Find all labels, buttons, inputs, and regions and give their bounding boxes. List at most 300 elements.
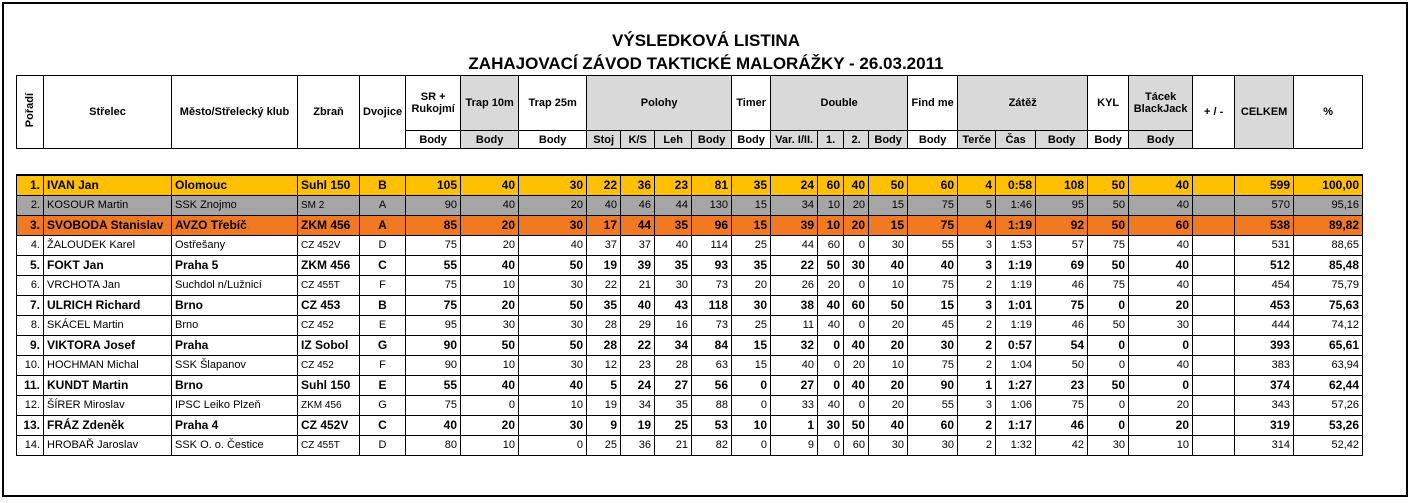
cell-pol: 114 bbox=[692, 235, 732, 255]
header-poradi: Pořadí bbox=[17, 76, 44, 149]
cell-pair: E bbox=[360, 315, 406, 335]
cell-rank: 14. bbox=[17, 435, 44, 455]
cell-weapon: CZ 452V bbox=[298, 235, 360, 255]
cell-pct: 75,63 bbox=[1294, 295, 1363, 315]
subheader-cell: Leh bbox=[655, 131, 692, 149]
cell-sr: 55 bbox=[406, 375, 461, 395]
cell-cas: 1:19 bbox=[996, 255, 1036, 275]
cell-pct: 89,82 bbox=[1294, 215, 1363, 235]
cell-t25: 30 bbox=[519, 275, 587, 295]
cell-sr: 95 bbox=[406, 315, 461, 335]
cell-d1: 10 bbox=[818, 195, 844, 215]
cell-dbl: 15 bbox=[869, 215, 908, 235]
cell-t10: 10 bbox=[461, 355, 519, 375]
cell-terce: 3 bbox=[958, 235, 996, 255]
subheader-cell: Body bbox=[732, 131, 771, 149]
cell-total: 454 bbox=[1235, 275, 1294, 295]
cell-ks: 23 bbox=[621, 355, 655, 375]
cell-cas: 1:27 bbox=[996, 375, 1036, 395]
cell-total: 319 bbox=[1235, 415, 1294, 435]
cell-t25: 30 bbox=[519, 175, 587, 195]
cell-terce: 2 bbox=[958, 415, 996, 435]
cell-dbl: 20 bbox=[869, 395, 908, 415]
cell-timer: 15 bbox=[732, 215, 771, 235]
cell-find: 45 bbox=[908, 315, 958, 335]
cell-sr: 90 bbox=[406, 195, 461, 215]
cell-timer: 25 bbox=[732, 315, 771, 335]
cell-kyl: 50 bbox=[1088, 375, 1129, 395]
header-kyl: KYL bbox=[1088, 76, 1129, 131]
cell-name: SVOBODA Stanislav bbox=[44, 215, 172, 235]
cell-pct: 53,26 bbox=[1294, 415, 1363, 435]
cell-name: ŽALOUDEK Karel bbox=[44, 235, 172, 255]
cell-terce: 3 bbox=[958, 295, 996, 315]
cell-d2: 40 bbox=[844, 335, 869, 355]
cell-cas: 1:19 bbox=[996, 315, 1036, 335]
cell-t25: 30 bbox=[519, 315, 587, 335]
cell-club: Suchdol n/Lužnicí bbox=[172, 275, 298, 295]
cell-pair: B bbox=[360, 295, 406, 315]
cell-pm bbox=[1193, 435, 1235, 455]
cell-leh: 35 bbox=[655, 395, 692, 415]
cell-pair: C bbox=[360, 255, 406, 275]
cell-d1: 10 bbox=[818, 215, 844, 235]
cell-zat: 46 bbox=[1036, 275, 1088, 295]
cell-zat: 23 bbox=[1036, 375, 1088, 395]
cell-club: Olomouc bbox=[172, 175, 298, 195]
cell-find: 90 bbox=[908, 375, 958, 395]
cell-club: SSK Znojmo bbox=[172, 195, 298, 215]
cell-t25: 20 bbox=[519, 195, 587, 215]
subheader-cell: 1. bbox=[818, 131, 844, 149]
table-row bbox=[17, 355, 1363, 375]
cell-tacek: 40 bbox=[1129, 195, 1193, 215]
cell-sr: 75 bbox=[406, 275, 461, 295]
table-row bbox=[17, 235, 1363, 255]
cell-leh: 44 bbox=[655, 195, 692, 215]
cell-name: HOCHMAN Michal bbox=[44, 355, 172, 375]
cell-d2: 20 bbox=[844, 195, 869, 215]
cell-ks: 36 bbox=[621, 435, 655, 455]
cell-t25: 30 bbox=[519, 215, 587, 235]
cell-pol: 63 bbox=[692, 355, 732, 375]
subheader-cell: Stoj bbox=[587, 131, 621, 149]
header-sr-rukojmi: SR + Rukojmí bbox=[406, 76, 461, 131]
cell-kyl: 0 bbox=[1088, 395, 1129, 415]
document-title: VÝSLEDKOVÁ LISTINA bbox=[612, 31, 800, 50]
cell-rank: 11. bbox=[17, 375, 44, 395]
cell-club: Brno bbox=[172, 295, 298, 315]
cell-name: IVAN Jan bbox=[44, 175, 172, 195]
cell-d1: 20 bbox=[818, 275, 844, 295]
cell-pol: 73 bbox=[692, 275, 732, 295]
cell-t25: 40 bbox=[519, 375, 587, 395]
cell-pol: 56 bbox=[692, 375, 732, 395]
cell-t25: 40 bbox=[519, 235, 587, 255]
cell-zat: 92 bbox=[1036, 215, 1088, 235]
cell-tacek: 10 bbox=[1129, 435, 1193, 455]
cell-sr: 80 bbox=[406, 435, 461, 455]
cell-name: FRÁZ Zdeněk bbox=[44, 415, 172, 435]
cell-club: AVZO Třebíč bbox=[172, 215, 298, 235]
cell-tacek: 20 bbox=[1129, 295, 1193, 315]
cell-cas: 1:01 bbox=[996, 295, 1036, 315]
cell-weapon: Suhl 150 bbox=[298, 175, 360, 195]
cell-dbl: 20 bbox=[869, 315, 908, 335]
cell-ks: 21 bbox=[621, 275, 655, 295]
cell-rank: 9. bbox=[17, 335, 44, 355]
cell-rank: 3. bbox=[17, 215, 44, 235]
cell-find: 15 bbox=[908, 295, 958, 315]
subheader-cell: Var. I/II. bbox=[771, 131, 818, 149]
cell-stoj: 35 bbox=[587, 295, 621, 315]
cell-var: 1 bbox=[771, 415, 818, 435]
cell-ks: 24 bbox=[621, 375, 655, 395]
cell-dbl: 50 bbox=[869, 295, 908, 315]
cell-find: 30 bbox=[908, 435, 958, 455]
cell-timer: 20 bbox=[732, 275, 771, 295]
cell-t25: 50 bbox=[519, 295, 587, 315]
cell-zat: 69 bbox=[1036, 255, 1088, 275]
cell-rank: 4. bbox=[17, 235, 44, 255]
cell-sr: 90 bbox=[406, 335, 461, 355]
cell-find: 75 bbox=[908, 195, 958, 215]
header-trap10: Trap 10m bbox=[461, 76, 519, 131]
cell-zat: 46 bbox=[1036, 415, 1088, 435]
cell-stoj: 37 bbox=[587, 235, 621, 255]
cell-var: 24 bbox=[771, 175, 818, 195]
cell-zat: 46 bbox=[1036, 315, 1088, 335]
cell-dbl: 15 bbox=[869, 195, 908, 215]
cell-pct: 62,44 bbox=[1294, 375, 1363, 395]
cell-tacek: 40 bbox=[1129, 255, 1193, 275]
cell-leh: 34 bbox=[655, 335, 692, 355]
cell-timer: 0 bbox=[732, 435, 771, 455]
cell-name: HROBAŘ Jaroslav bbox=[44, 435, 172, 455]
cell-t10: 40 bbox=[461, 375, 519, 395]
cell-pm bbox=[1193, 395, 1235, 415]
cell-pm bbox=[1193, 195, 1235, 215]
table-row bbox=[17, 215, 1363, 235]
cell-d1: 0 bbox=[818, 355, 844, 375]
cell-cas: 1:46 bbox=[996, 195, 1036, 215]
cell-total: 512 bbox=[1235, 255, 1294, 275]
subheader-cell: Body bbox=[461, 131, 519, 149]
cell-t10: 10 bbox=[461, 275, 519, 295]
header-celkem: CELKEM bbox=[1235, 76, 1294, 149]
cell-timer: 10 bbox=[732, 415, 771, 435]
cell-name: ULRICH Richard bbox=[44, 295, 172, 315]
cell-pol: 88 bbox=[692, 395, 732, 415]
cell-stoj: 5 bbox=[587, 375, 621, 395]
cell-timer: 0 bbox=[732, 395, 771, 415]
cell-pol: 93 bbox=[692, 255, 732, 275]
cell-terce: 4 bbox=[958, 215, 996, 235]
cell-pm bbox=[1193, 355, 1235, 375]
cell-name: VIKTORA Josef bbox=[44, 335, 172, 355]
cell-dbl: 50 bbox=[869, 175, 908, 195]
cell-kyl: 0 bbox=[1088, 335, 1129, 355]
table-row bbox=[17, 435, 1363, 455]
cell-weapon: ZKM 456 bbox=[298, 215, 360, 235]
cell-club: IPSC Leiko Plzeň bbox=[172, 395, 298, 415]
cell-kyl: 50 bbox=[1088, 315, 1129, 335]
table-row bbox=[17, 195, 1363, 215]
cell-pol: 130 bbox=[692, 195, 732, 215]
cell-t10: 50 bbox=[461, 335, 519, 355]
cell-pol: 82 bbox=[692, 435, 732, 455]
cell-d2: 40 bbox=[844, 375, 869, 395]
cell-name: VRCHOTA Jan bbox=[44, 275, 172, 295]
cell-d2: 30 bbox=[844, 255, 869, 275]
cell-pct: 63,94 bbox=[1294, 355, 1363, 375]
cell-pct: 85,48 bbox=[1294, 255, 1363, 275]
cell-t10: 20 bbox=[461, 215, 519, 235]
table-row bbox=[17, 275, 1363, 295]
table-row bbox=[17, 175, 1363, 195]
subheader-cell: Terče bbox=[958, 131, 996, 149]
cell-var: 40 bbox=[771, 355, 818, 375]
cell-sr: 75 bbox=[406, 295, 461, 315]
cell-d2: 40 bbox=[844, 175, 869, 195]
cell-t25: 30 bbox=[519, 415, 587, 435]
cell-leh: 40 bbox=[655, 235, 692, 255]
cell-leh: 28 bbox=[655, 355, 692, 375]
cell-cas: 1:19 bbox=[996, 215, 1036, 235]
subheader-cell: Body bbox=[692, 131, 732, 149]
header-findme: Find me bbox=[908, 76, 958, 131]
cell-d2: 60 bbox=[844, 295, 869, 315]
cell-tacek: 20 bbox=[1129, 395, 1193, 415]
cell-d1: 0 bbox=[818, 435, 844, 455]
cell-t10: 20 bbox=[461, 295, 519, 315]
cell-total: 374 bbox=[1235, 375, 1294, 395]
cell-pm bbox=[1193, 235, 1235, 255]
cell-stoj: 17 bbox=[587, 215, 621, 235]
cell-find: 75 bbox=[908, 215, 958, 235]
cell-pct: 57,26 bbox=[1294, 395, 1363, 415]
table-row bbox=[17, 375, 1363, 395]
cell-rank: 12. bbox=[17, 395, 44, 415]
cell-kyl: 50 bbox=[1088, 175, 1129, 195]
cell-leh: 25 bbox=[655, 415, 692, 435]
cell-t10: 10 bbox=[461, 435, 519, 455]
cell-pol: 73 bbox=[692, 315, 732, 335]
cell-kyl: 50 bbox=[1088, 215, 1129, 235]
results-table-header bbox=[16, 75, 1363, 149]
cell-timer: 15 bbox=[732, 355, 771, 375]
cell-club: Praha 4 bbox=[172, 415, 298, 435]
cell-dbl: 40 bbox=[869, 415, 908, 435]
cell-leh: 23 bbox=[655, 175, 692, 195]
cell-weapon: CZ 452 bbox=[298, 315, 360, 335]
cell-rank: 7. bbox=[17, 295, 44, 315]
cell-zat: 42 bbox=[1036, 435, 1088, 455]
cell-kyl: 50 bbox=[1088, 255, 1129, 275]
cell-leh: 16 bbox=[655, 315, 692, 335]
cell-t10: 40 bbox=[461, 175, 519, 195]
cell-weapon: IZ Sobol bbox=[298, 335, 360, 355]
cell-var: 34 bbox=[771, 195, 818, 215]
cell-pair: G bbox=[360, 395, 406, 415]
cell-kyl: 50 bbox=[1088, 195, 1129, 215]
cell-club: Brno bbox=[172, 375, 298, 395]
cell-t25: 50 bbox=[519, 335, 587, 355]
cell-sr: 40 bbox=[406, 415, 461, 435]
cell-dbl: 40 bbox=[869, 255, 908, 275]
cell-weapon: ZKM 456 bbox=[298, 395, 360, 415]
cell-stoj: 22 bbox=[587, 175, 621, 195]
table-row bbox=[17, 395, 1363, 415]
cell-total: 444 bbox=[1235, 315, 1294, 335]
cell-club: Praha bbox=[172, 335, 298, 355]
cell-rank: 2. bbox=[17, 195, 44, 215]
cell-pm bbox=[1193, 275, 1235, 295]
cell-terce: 1 bbox=[958, 375, 996, 395]
header-dvojice: Dvojice bbox=[360, 76, 406, 149]
cell-var: 27 bbox=[771, 375, 818, 395]
cell-timer: 15 bbox=[732, 335, 771, 355]
cell-t10: 40 bbox=[461, 195, 519, 215]
cell-timer: 35 bbox=[732, 255, 771, 275]
cell-name: KUNDT Martin bbox=[44, 375, 172, 395]
subheader-cell: Body bbox=[406, 131, 461, 149]
cell-rank: 10. bbox=[17, 355, 44, 375]
cell-t10: 0 bbox=[461, 395, 519, 415]
cell-cas: 1:19 bbox=[996, 275, 1036, 295]
cell-stoj: 25 bbox=[587, 435, 621, 455]
cell-t25: 0 bbox=[519, 435, 587, 455]
cell-kyl: 75 bbox=[1088, 275, 1129, 295]
header-double: Double bbox=[771, 76, 908, 131]
cell-total: 599 bbox=[1235, 175, 1294, 195]
cell-tacek: 20 bbox=[1129, 415, 1193, 435]
cell-tacek: 30 bbox=[1129, 315, 1193, 335]
cell-tacek: 40 bbox=[1129, 235, 1193, 255]
cell-total: 453 bbox=[1235, 295, 1294, 315]
cell-stoj: 40 bbox=[587, 195, 621, 215]
cell-leh: 27 bbox=[655, 375, 692, 395]
cell-leh: 30 bbox=[655, 275, 692, 295]
cell-cas: 0:57 bbox=[996, 335, 1036, 355]
cell-find: 75 bbox=[908, 355, 958, 375]
cell-d1: 50 bbox=[818, 255, 844, 275]
cell-kyl: 0 bbox=[1088, 355, 1129, 375]
cell-pct: 88,65 bbox=[1294, 235, 1363, 255]
cell-name: SKÁCEL Martin bbox=[44, 315, 172, 335]
cell-ks: 40 bbox=[621, 295, 655, 315]
cell-leh: 35 bbox=[655, 215, 692, 235]
cell-timer: 30 bbox=[732, 295, 771, 315]
cell-var: 32 bbox=[771, 335, 818, 355]
cell-dbl: 30 bbox=[869, 435, 908, 455]
cell-find: 60 bbox=[908, 415, 958, 435]
header-plusminus: + / - bbox=[1193, 76, 1235, 149]
cell-d2: 60 bbox=[844, 435, 869, 455]
cell-pair: A bbox=[360, 195, 406, 215]
cell-terce: 2 bbox=[958, 315, 996, 335]
cell-d1: 40 bbox=[818, 315, 844, 335]
cell-pair: B bbox=[360, 175, 406, 195]
cell-t10: 20 bbox=[461, 415, 519, 435]
cell-d2: 0 bbox=[844, 315, 869, 335]
header-pct: % bbox=[1294, 76, 1363, 149]
subheader-cell: Body bbox=[908, 131, 958, 149]
cell-pct: 100,00 bbox=[1294, 175, 1363, 195]
cell-club: Brno bbox=[172, 315, 298, 335]
cell-tacek: 0 bbox=[1129, 335, 1193, 355]
cell-d1: 40 bbox=[818, 295, 844, 315]
cell-sr: 75 bbox=[406, 235, 461, 255]
cell-weapon: SM 2 bbox=[298, 195, 360, 215]
cell-club: SSK O. o. Čestice bbox=[172, 435, 298, 455]
cell-sr: 90 bbox=[406, 355, 461, 375]
cell-leh: 35 bbox=[655, 255, 692, 275]
cell-d1: 60 bbox=[818, 235, 844, 255]
cell-var: 39 bbox=[771, 215, 818, 235]
cell-pm bbox=[1193, 315, 1235, 335]
cell-t25: 10 bbox=[519, 395, 587, 415]
cell-pair: D bbox=[360, 435, 406, 455]
cell-ks: 37 bbox=[621, 235, 655, 255]
cell-name: KOSOUR Martin bbox=[44, 195, 172, 215]
cell-var: 26 bbox=[771, 275, 818, 295]
cell-rank: 13. bbox=[17, 415, 44, 435]
cell-ks: 44 bbox=[621, 215, 655, 235]
header-zatez: Zátěž bbox=[958, 76, 1088, 131]
cell-ks: 22 bbox=[621, 335, 655, 355]
cell-t10: 30 bbox=[461, 315, 519, 335]
cell-stoj: 28 bbox=[587, 315, 621, 335]
cell-dbl: 20 bbox=[869, 375, 908, 395]
cell-pm bbox=[1193, 215, 1235, 235]
cell-sr: 105 bbox=[406, 175, 461, 195]
cell-pair: D bbox=[360, 235, 406, 255]
cell-pol: 118 bbox=[692, 295, 732, 315]
header-strelec: Střelec bbox=[44, 76, 172, 149]
table-row bbox=[17, 415, 1363, 435]
cell-d2: 20 bbox=[844, 215, 869, 235]
cell-timer: 15 bbox=[732, 195, 771, 215]
cell-name: ŠÍRER Miroslav bbox=[44, 395, 172, 415]
header-timer: Timer bbox=[732, 76, 771, 131]
cell-weapon: CZ 453 bbox=[298, 295, 360, 315]
cell-total: 314 bbox=[1235, 435, 1294, 455]
cell-pol: 96 bbox=[692, 215, 732, 235]
cell-tacek: 40 bbox=[1129, 175, 1193, 195]
cell-cas: 1:53 bbox=[996, 235, 1036, 255]
cell-stoj: 19 bbox=[587, 395, 621, 415]
cell-sr: 75 bbox=[406, 395, 461, 415]
cell-pm bbox=[1193, 255, 1235, 275]
cell-timer: 25 bbox=[732, 235, 771, 255]
cell-cas: 1:06 bbox=[996, 395, 1036, 415]
cell-terce: 2 bbox=[958, 335, 996, 355]
cell-pol: 84 bbox=[692, 335, 732, 355]
cell-club: Praha 5 bbox=[172, 255, 298, 275]
cell-tacek: 0 bbox=[1129, 375, 1193, 395]
cell-pct: 65,61 bbox=[1294, 335, 1363, 355]
cell-terce: 2 bbox=[958, 275, 996, 295]
cell-total: 343 bbox=[1235, 395, 1294, 415]
cell-name: FOKT Jan bbox=[44, 255, 172, 275]
cell-pct: 74,12 bbox=[1294, 315, 1363, 335]
cell-sr: 85 bbox=[406, 215, 461, 235]
cell-var: 9 bbox=[771, 435, 818, 455]
cell-total: 393 bbox=[1235, 335, 1294, 355]
header-zbran: Zbraň bbox=[298, 76, 360, 149]
cell-kyl: 30 bbox=[1088, 435, 1129, 455]
